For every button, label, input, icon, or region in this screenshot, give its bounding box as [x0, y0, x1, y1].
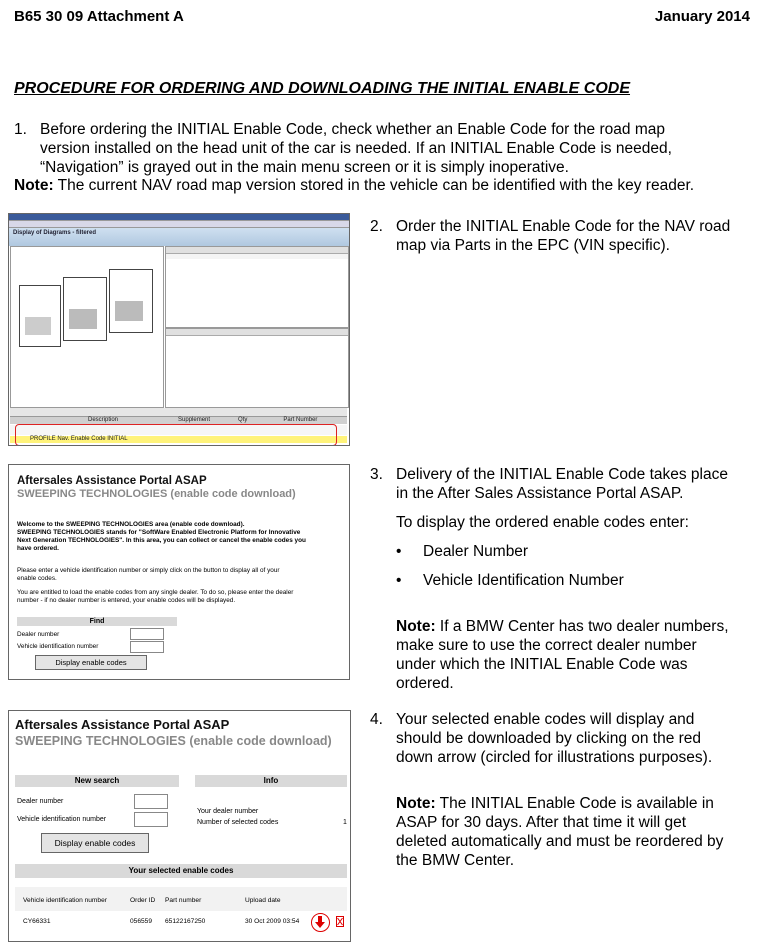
doc-reference: B65 30 09 Attachment A	[14, 8, 184, 25]
asap2-dealer-input[interactable]	[134, 794, 168, 809]
step-4-note-line-1: The INITIAL Enable Code is available in	[439, 795, 714, 812]
bullet-vin	[396, 571, 624, 590]
step-1	[14, 120, 754, 177]
asap1-subtitle: SWEEPING TECHNOLOGIES (enable code download)	[17, 488, 296, 500]
bullet-vin-text: Vehicle Identification Number	[423, 572, 624, 589]
asap2-col-part: Part number	[165, 897, 202, 904]
step-1-line-2: version installed on the head unit of the car is needed. If an INITIAL Enable Code is needed,	[40, 140, 672, 157]
asap1-dealer-label: Dealer number	[17, 631, 60, 638]
step-3-intro: To display the ordered enable codes enter:	[396, 514, 689, 531]
asap2-dealer-label: Dealer number	[17, 798, 64, 805]
step-1-number: 1.	[14, 121, 27, 138]
step-2-line-2: map via Parts in the EPC (VIN specific).	[396, 237, 670, 254]
asap1-para-2-line-1: Please enter a vehicle identification number or simply click on the button to display all of your	[17, 567, 280, 574]
asap2-selected-bar: Your selected enable codes	[15, 864, 347, 878]
epc-col-supplement: Supplement	[178, 417, 211, 423]
epc-detail-header	[166, 329, 348, 336]
epc-table-header	[10, 417, 347, 424]
step-4-note-line-3: deleted automatically and must be reordered by	[396, 833, 724, 850]
asap1-dealer-input[interactable]	[130, 628, 164, 640]
step-2-line-1: Order the INITIAL Enable Code for the NAV road	[396, 218, 731, 235]
red-highlight-circle	[15, 424, 337, 446]
step-1-line-1: Before ordering the INITIAL Enable Code, check whether an Enable Code for the road map	[40, 121, 665, 138]
asap-results-screenshot	[8, 710, 351, 942]
note-1-label: Note:	[14, 177, 54, 194]
step-3-note-line-3: under which the INITIAL Enable Code was	[396, 656, 688, 673]
step-3-note-line-2: make sure to use the correct dealer number	[396, 637, 697, 654]
epc-diagram-panel	[10, 246, 164, 408]
asap2-display-button[interactable]: Display enable codes	[41, 833, 149, 853]
epc-header	[9, 228, 349, 246]
epc-col-qty: Qty	[238, 417, 248, 423]
epc-header-label: Display of Diagrams - filtered	[13, 230, 97, 236]
step-3-note	[396, 617, 756, 693]
bullet-dealer-number	[396, 542, 529, 561]
asap1-para-2	[17, 567, 347, 583]
download-arrow-icon[interactable]	[315, 916, 325, 928]
asap1-welcome-line-3: Next Generation TECHNOLOGIES". In this area, you can collect or cancel the enable codes you	[17, 537, 306, 544]
step-4-line-2: should be downloaded by clicking on the red	[396, 730, 702, 747]
asap2-new-search-bar: New search	[15, 775, 179, 787]
asap1-welcome-line-1: Welcome to the SWEEPING TECHNOLOGIES area (enable code download).	[17, 521, 245, 528]
asap2-row-order: 056559	[130, 918, 153, 925]
note-1	[14, 176, 694, 195]
epc-parts-panel	[165, 246, 349, 328]
bullet-dot-2: •	[396, 572, 402, 589]
step-2-number: 2.	[370, 218, 383, 235]
asap-welcome-screenshot	[8, 464, 350, 680]
diagram-part-3	[115, 301, 143, 321]
asap2-results-table	[15, 887, 347, 935]
step-3-number: 3.	[370, 466, 383, 483]
step-4-note-line-2: ASAP for 30 days. After that time it will get	[396, 814, 687, 831]
step-4-note	[396, 794, 756, 870]
epc-table-toolbar	[10, 408, 347, 417]
note-1-text: The current NAV road map version stored in the vehicle can be identified with the key reader.	[57, 177, 695, 194]
step-3-line-1: Delivery of the INITIAL Enable Code takes place	[396, 466, 728, 483]
asap1-welcome-line-4: have ordered.	[17, 545, 59, 552]
asap1-para-3-line-1: You are entitled to load the enable codes from any single dealer. To do so, please enter the dealer	[17, 589, 294, 596]
step-4	[370, 710, 760, 767]
step-4-note-label: Note:	[396, 795, 436, 812]
bullet-dot-1: •	[396, 543, 402, 560]
asap1-para-2-line-2: enable codes.	[17, 575, 57, 582]
step-3-note-label: Note:	[396, 618, 436, 635]
asap1-welcome-text	[17, 521, 347, 553]
diagram-part-1	[25, 317, 51, 335]
step-2	[370, 217, 760, 255]
diagram-sheet-1	[19, 285, 61, 347]
epc-col-part-number: Part Number	[283, 417, 318, 423]
asap2-row-upload: 30 Oct 2009 03:54	[245, 918, 300, 925]
step-4-line-1: Your selected enable codes will display and	[396, 711, 695, 728]
bullet-dealer-text: Dealer Number	[423, 543, 529, 560]
delete-icon[interactable]	[336, 916, 344, 927]
asap2-col-upload: Upload date	[245, 897, 281, 904]
epc-menubar	[9, 221, 349, 228]
asap2-col-vin: Vehicle identification number	[23, 897, 107, 904]
asap1-find-bar: Find	[17, 617, 177, 626]
asap1-display-button[interactable]: Display enable codes	[35, 655, 147, 670]
epc-parts-row	[166, 254, 348, 259]
doc-date: January 2014	[654, 8, 750, 25]
step-3-note-line-4: ordered.	[396, 675, 454, 692]
asap2-result-row	[15, 911, 347, 935]
epc-detail-panel	[165, 328, 349, 408]
step-1-line-3: “Navigation” is grayed out in the main menu screen or it is simply inoperative.	[40, 159, 569, 176]
asap2-subtitle: SWEEPING TECHNOLOGIES (enable code download)	[15, 734, 332, 748]
asap1-para-3-line-2: number - if no dealer number is entered, your enable codes will be displayed.	[17, 597, 236, 604]
asap2-your-dealer-label: Your dealer number	[197, 808, 259, 815]
epc-col-description: Description	[88, 417, 119, 423]
step-3	[370, 465, 760, 503]
epc-highlight-label: PROFILE Nav. Enable Code INITIAL	[30, 436, 128, 442]
step-4-note-line-4: the BMW Center.	[396, 852, 515, 869]
asap1-vin-input[interactable]	[130, 641, 164, 653]
asap2-col-order: Order ID	[130, 897, 156, 904]
asap2-row-vin: CY66331	[23, 918, 51, 925]
asap1-para-3	[17, 589, 347, 605]
epc-screenshot	[8, 213, 350, 446]
asap2-title: Aftersales Assistance Portal ASAP	[15, 717, 230, 732]
asap1-title: Aftersales Assistance Portal ASAP	[17, 475, 207, 487]
diagram-part-2	[69, 309, 97, 329]
epc-titlebar	[9, 214, 349, 221]
asap2-vin-label: Vehicle identification number	[17, 816, 107, 823]
asap1-welcome-line-2: SWEEPING TECHNOLOGIES stands for "SoftWare Enabled Electronic Platform for Innovative	[17, 529, 301, 536]
asap2-vin-input[interactable]	[134, 812, 168, 827]
asap2-num-selected-label: Number of selected codes	[197, 819, 279, 826]
page-title: PROCEDURE FOR ORDERING AND DOWNLOADING THE INITIAL ENABLE CODE	[14, 80, 631, 97]
step-3-note-line-1: If a BMW Center has two dealer numbers,	[439, 618, 729, 635]
asap2-row-part: 65122167250	[165, 918, 206, 925]
asap1-vin-label: Vehicle identification number	[17, 643, 99, 650]
step-4-line-3: down arrow (circled for illustrations purposes).	[396, 749, 713, 766]
asap2-info-bar: Info	[195, 775, 347, 787]
step-3-line-2: in the After Sales Assistance Portal ASAP.	[396, 485, 684, 502]
step-4-number: 4.	[370, 711, 383, 728]
asap2-num-selected-value: 1	[343, 819, 347, 826]
epc-parts-header	[166, 247, 348, 254]
